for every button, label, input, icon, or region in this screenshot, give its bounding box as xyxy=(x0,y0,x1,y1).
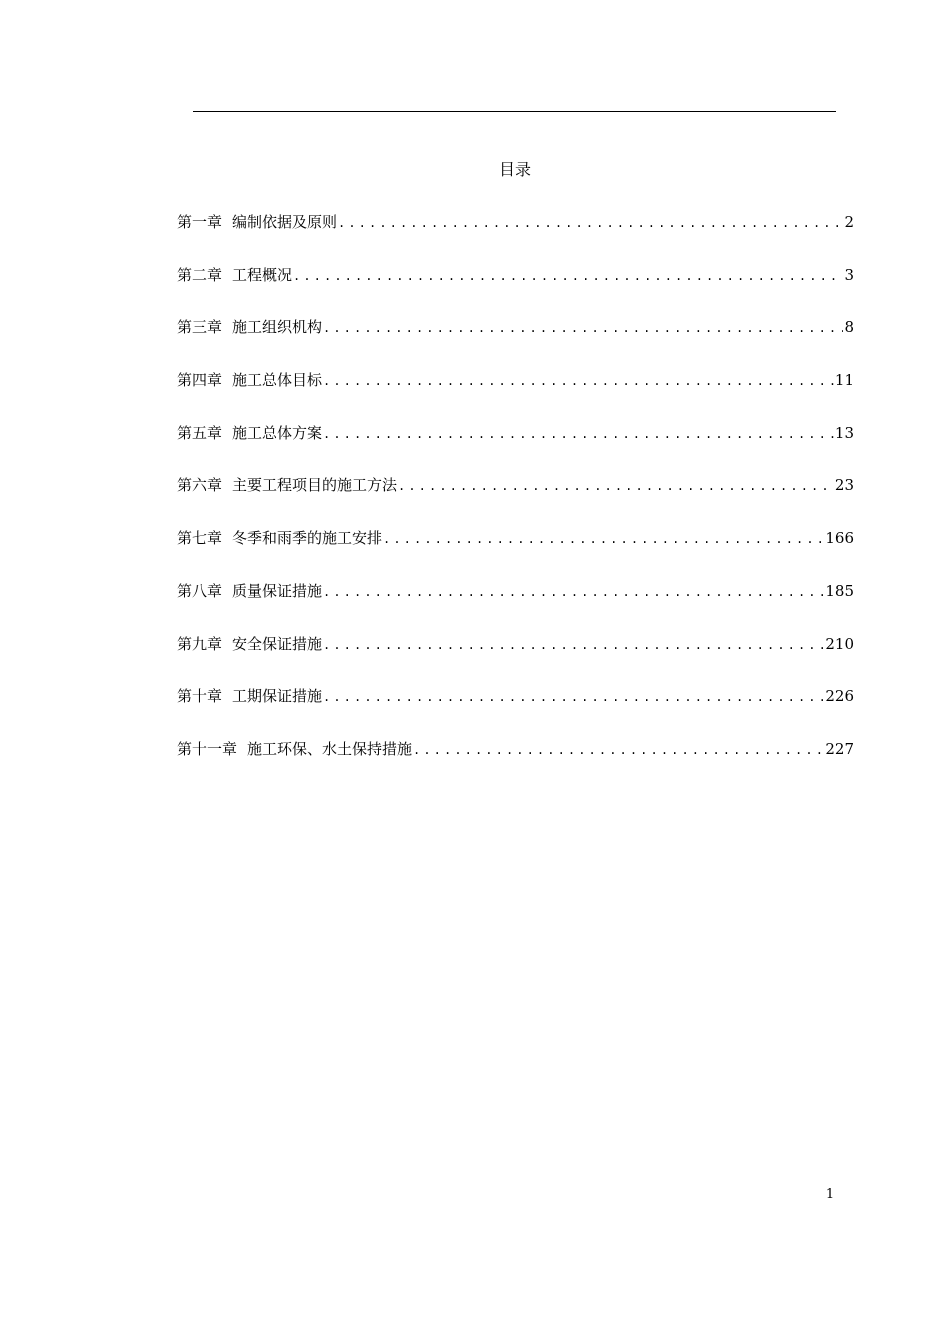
toc-entry-8[interactable] xyxy=(177,579,854,632)
toc-chapter-label: 第三章 xyxy=(177,318,223,337)
toc-list xyxy=(177,210,854,790)
toc-dot-leader xyxy=(413,738,824,762)
toc-dot-leader xyxy=(323,422,834,446)
toc-entry-title: 施工总体方案 xyxy=(232,423,323,442)
toc-entry-title: 工程概况 xyxy=(232,265,293,284)
toc-chapter-label: 第七章 xyxy=(177,529,223,548)
toc-entry-7[interactable] xyxy=(177,526,854,579)
toc-entry-4[interactable] xyxy=(177,368,854,421)
toc-page-number: 23 xyxy=(834,476,854,495)
toc-entry-title: 编制依据及原则 xyxy=(232,213,338,231)
toc-page-number: 8 xyxy=(844,318,854,337)
toc-dot-leader xyxy=(323,633,824,657)
toc-entry-title: 施工环保、水土保持措施 xyxy=(247,739,413,758)
toc-page-number: 13 xyxy=(834,423,854,442)
toc-chapter-label: 第五章 xyxy=(177,423,223,442)
toc-dot-leader xyxy=(323,580,824,604)
toc-entry-9[interactable] xyxy=(177,632,854,685)
toc-entry-10[interactable] xyxy=(177,684,854,737)
toc-entry-5[interactable] xyxy=(177,421,854,474)
toc-page-number: 11 xyxy=(834,371,854,390)
toc-entry-2[interactable] xyxy=(177,263,854,316)
toc-dot-leader xyxy=(323,685,824,709)
toc-page-number: 227 xyxy=(825,739,854,758)
toc-page-number: 166 xyxy=(825,529,854,548)
toc-dot-leader xyxy=(323,316,843,340)
toc-chapter-label: 第十一章 xyxy=(177,739,238,758)
toc-page-number: 3 xyxy=(844,265,854,284)
toc-chapter-label: 第一章 xyxy=(177,213,223,231)
toc-entry-title: 安全保证措施 xyxy=(232,634,323,653)
toc-dot-leader xyxy=(383,527,824,551)
toc-entry-11[interactable] xyxy=(177,737,854,790)
toc-dot-leader xyxy=(338,211,843,235)
toc-page-number: 185 xyxy=(825,581,854,600)
toc-entry-title: 质量保证措施 xyxy=(232,581,323,600)
toc-chapter-label: 第八章 xyxy=(177,581,223,600)
toc-page-number: 226 xyxy=(825,687,854,706)
toc-page-number: 2 xyxy=(844,213,854,231)
toc-chapter-label: 第四章 xyxy=(177,371,223,390)
toc-dot-leader xyxy=(293,264,843,288)
toc-entry-title: 施工总体目标 xyxy=(232,371,323,390)
toc-entry-3[interactable] xyxy=(177,315,854,368)
toc-dot-leader xyxy=(323,369,834,393)
toc-chapter-label: 第九章 xyxy=(177,634,223,653)
toc-entry-title: 冬季和雨季的施工安排 xyxy=(232,529,383,548)
toc-entry-title: 施工组织机构 xyxy=(232,318,323,337)
header-rule xyxy=(193,111,836,112)
toc-entry-title: 主要工程项目的施工方法 xyxy=(232,476,398,495)
toc-chapter-label: 第十章 xyxy=(177,687,223,706)
toc-entry-title: 工期保证措施 xyxy=(232,687,323,706)
toc-page-number: 210 xyxy=(825,634,854,653)
toc-entry-6[interactable] xyxy=(177,473,854,526)
toc-entry-1[interactable] xyxy=(177,210,854,263)
toc-dot-leader xyxy=(398,474,834,498)
toc-title: 目录 xyxy=(498,160,531,179)
toc-chapter-label: 第二章 xyxy=(177,265,223,284)
page-number: 1 xyxy=(825,1187,835,1202)
toc-chapter-label: 第六章 xyxy=(177,476,223,495)
